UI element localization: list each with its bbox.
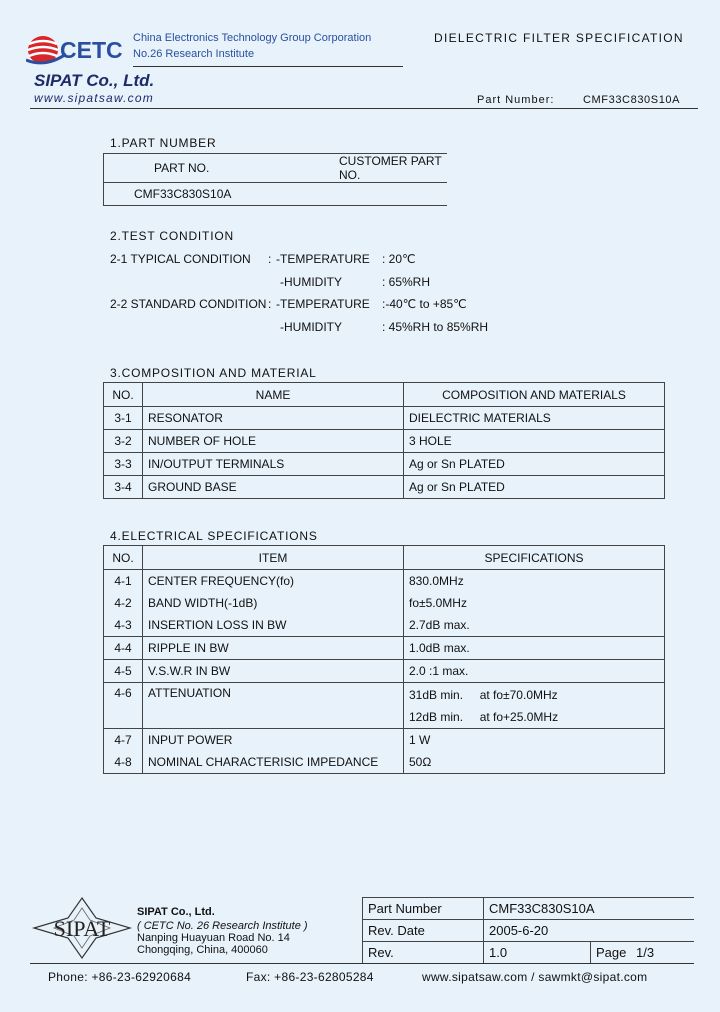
row-spec-attenuation — [404, 683, 665, 729]
document-title: DIELECTRIC FILTER SPECIFICATION — [434, 31, 684, 45]
standard-humidity-value: : 45%RH to 85%RH — [382, 320, 489, 334]
footer-rev-label: Rev. — [363, 942, 484, 964]
table-row — [104, 570, 665, 637]
table-row — [104, 183, 448, 206]
footer-rev-value: 1.0 — [484, 942, 591, 964]
table-row — [104, 154, 448, 183]
electrical-spec-table — [103, 545, 665, 774]
row-material: Ag or Sn PLATED — [404, 476, 665, 499]
footer-divider — [30, 963, 694, 964]
footer-revision-table — [362, 897, 694, 964]
table-row — [104, 407, 665, 430]
row-no: 3-1 — [104, 407, 143, 430]
row-no: 4-6 — [104, 683, 143, 729]
customer-part-no-value — [329, 183, 447, 206]
table-header-row — [104, 546, 665, 570]
section-composition-title: 3.COMPOSITION AND MATERIAL — [110, 366, 317, 380]
typical-humidity-value: : 65%RH — [382, 275, 431, 289]
row-item: V.S.W.R IN BW — [143, 660, 404, 683]
header-divider — [133, 66, 403, 67]
rows-spec-group-1 — [404, 570, 665, 637]
typical-temperature-label: -TEMPERATURE — [276, 252, 370, 266]
cetc-logo-text: CETC — [60, 37, 123, 63]
cetc-logo — [26, 30, 132, 70]
standard-humidity-label: -HUMIDITY — [280, 320, 342, 334]
section-part-number-title: 1.PART NUMBER — [110, 136, 217, 150]
footer-rev-date-value: 2005-6-20 — [484, 920, 695, 942]
row-spec: 2.0 :1 max. — [404, 660, 665, 683]
section-electrical-title: 4.ELECTRICAL SPECIFICATIONS — [110, 529, 318, 543]
rows-item-group-2 — [143, 729, 404, 774]
col-spec-header: SPECIFICATIONS — [404, 546, 665, 570]
row-item: NOMINAL CHARACTERISIC IMPEDANCE — [148, 755, 379, 769]
row-material: 3 HOLE — [404, 430, 665, 453]
row-no: 4-3 — [114, 618, 132, 632]
footer-address: Nanping Huayuan Road No. 14 — [137, 932, 290, 944]
group-name: China Electronics Technology Group Corporation — [133, 32, 372, 44]
table-row — [104, 453, 665, 476]
row-spec: 830.0MHz — [409, 574, 464, 588]
row-spec: 1 W — [409, 733, 431, 747]
row-no: 4-1 — [114, 574, 132, 588]
col-no-header: NO. — [104, 383, 143, 407]
company-website: www.sipatsaw.com — [34, 91, 154, 105]
row-no: 4-2 — [114, 596, 132, 610]
institute-name: No.26 Research Institute — [133, 48, 255, 60]
row-spec: fo±5.0MHz — [409, 596, 467, 610]
table-row — [104, 683, 665, 729]
part-number-table — [103, 153, 447, 206]
table-row — [104, 637, 665, 660]
table-row — [104, 660, 665, 683]
part-number-value: CMF33C830S10A — [583, 94, 681, 106]
part-no-value: CMF33C830S10A — [104, 183, 330, 206]
rows-item-group-1 — [143, 570, 404, 637]
row-name: GROUND BASE — [143, 476, 404, 499]
col-name-header: NAME — [143, 383, 404, 407]
footer-rev-date-label: Rev. Date — [363, 920, 484, 942]
footer-page-value: 1/3 — [636, 945, 655, 960]
company-name: SIPAT Co., Ltd. — [34, 71, 155, 90]
footer-page-label: Page — [596, 945, 627, 960]
row-name: NUMBER OF HOLE — [143, 430, 404, 453]
row-no: 4-5 — [104, 660, 143, 683]
table-row — [104, 430, 665, 453]
table-row — [104, 476, 665, 499]
footer-city: Chongqing, China, 400060 — [137, 944, 268, 956]
typical-condition-sep: : — [268, 252, 272, 266]
footer-institute: ( CETC No. 26 Research Institute ) — [137, 920, 308, 932]
row-no: 4-7 — [114, 733, 132, 747]
sipat-logo — [30, 896, 134, 960]
row-item: INSERTION LOSS IN BW — [148, 618, 287, 632]
row-item: ATTENUATION — [143, 683, 404, 729]
part-number-label: Part Number: — [477, 94, 555, 106]
col-customer-part-no-header: CUSTOMER PART NO. — [329, 154, 447, 183]
row-item: CENTER FREQUENCY(fo) — [148, 574, 295, 588]
standard-condition-label: 2-2 STANDARD CONDITION — [110, 297, 267, 311]
standard-temperature-value: :-40℃ to +85℃ — [382, 297, 467, 311]
col-part-no-header: PART NO. — [104, 154, 330, 183]
row-material: DIELECTRIC MATERIALS — [404, 407, 665, 430]
typical-condition-label: 2-1 TYPICAL CONDITION — [110, 252, 251, 266]
table-header-row — [104, 383, 665, 407]
footer-company: SIPAT Co., Ltd. — [137, 906, 215, 918]
row-item: INPUT POWER — [148, 733, 233, 747]
footer-part-number-label: Part Number — [363, 898, 484, 920]
row-spec: 50Ω — [409, 755, 432, 769]
standard-temperature-label: -TEMPERATURE — [276, 297, 370, 311]
section-test-condition-title: 2.TEST CONDITION — [110, 229, 234, 243]
row-no: 3-4 — [104, 476, 143, 499]
standard-condition-sep: : — [268, 297, 272, 311]
row-spec: 12dB min. at fo+25.0MHz — [409, 709, 559, 724]
row-no: 3-2 — [104, 430, 143, 453]
row-no: 3-3 — [104, 453, 143, 476]
typical-temperature-value: : 20℃ — [382, 252, 416, 266]
header-bottom-rule — [30, 108, 698, 109]
table-row — [104, 729, 665, 774]
footer-page-cell — [591, 942, 695, 964]
rows-no-group-2 — [104, 729, 143, 774]
footer-part-number-value: CMF33C830S10A — [484, 898, 695, 920]
sipat-logo-text: SIPAT — [53, 916, 111, 941]
footer-fax: Fax: +86-23-62805284 — [246, 970, 374, 984]
row-no: 4-8 — [114, 755, 132, 769]
table-row — [363, 920, 695, 942]
row-spec: 1.0dB max. — [404, 637, 665, 660]
table-row — [363, 898, 695, 920]
rows-no-group-1 — [104, 570, 143, 637]
row-item: BAND WIDTH(-1dB) — [148, 596, 258, 610]
col-materials-header: COMPOSITION AND MATERIALS — [404, 383, 665, 407]
table-row — [363, 942, 695, 964]
row-name: RESONATOR — [143, 407, 404, 430]
col-item-header: ITEM — [143, 546, 404, 570]
col-no-header: NO. — [104, 546, 143, 570]
row-item: RIPPLE IN BW — [143, 637, 404, 660]
row-name: IN/OUTPUT TERMINALS — [143, 453, 404, 476]
row-no: 4-4 — [104, 637, 143, 660]
composition-table — [103, 382, 665, 499]
row-spec: 2.7dB max. — [409, 618, 470, 632]
footer-phone: Phone: +86-23-62920684 — [48, 970, 192, 984]
rows-spec-group-2 — [404, 729, 665, 774]
typical-humidity-label: -HUMIDITY — [280, 275, 342, 289]
row-spec: 31dB min. at fo±70.0MHz — [409, 687, 558, 702]
footer-web-email[interactable]: www.sipatsaw.com / sawmkt@sipat.com — [422, 970, 648, 984]
row-material: Ag or Sn PLATED — [404, 453, 665, 476]
